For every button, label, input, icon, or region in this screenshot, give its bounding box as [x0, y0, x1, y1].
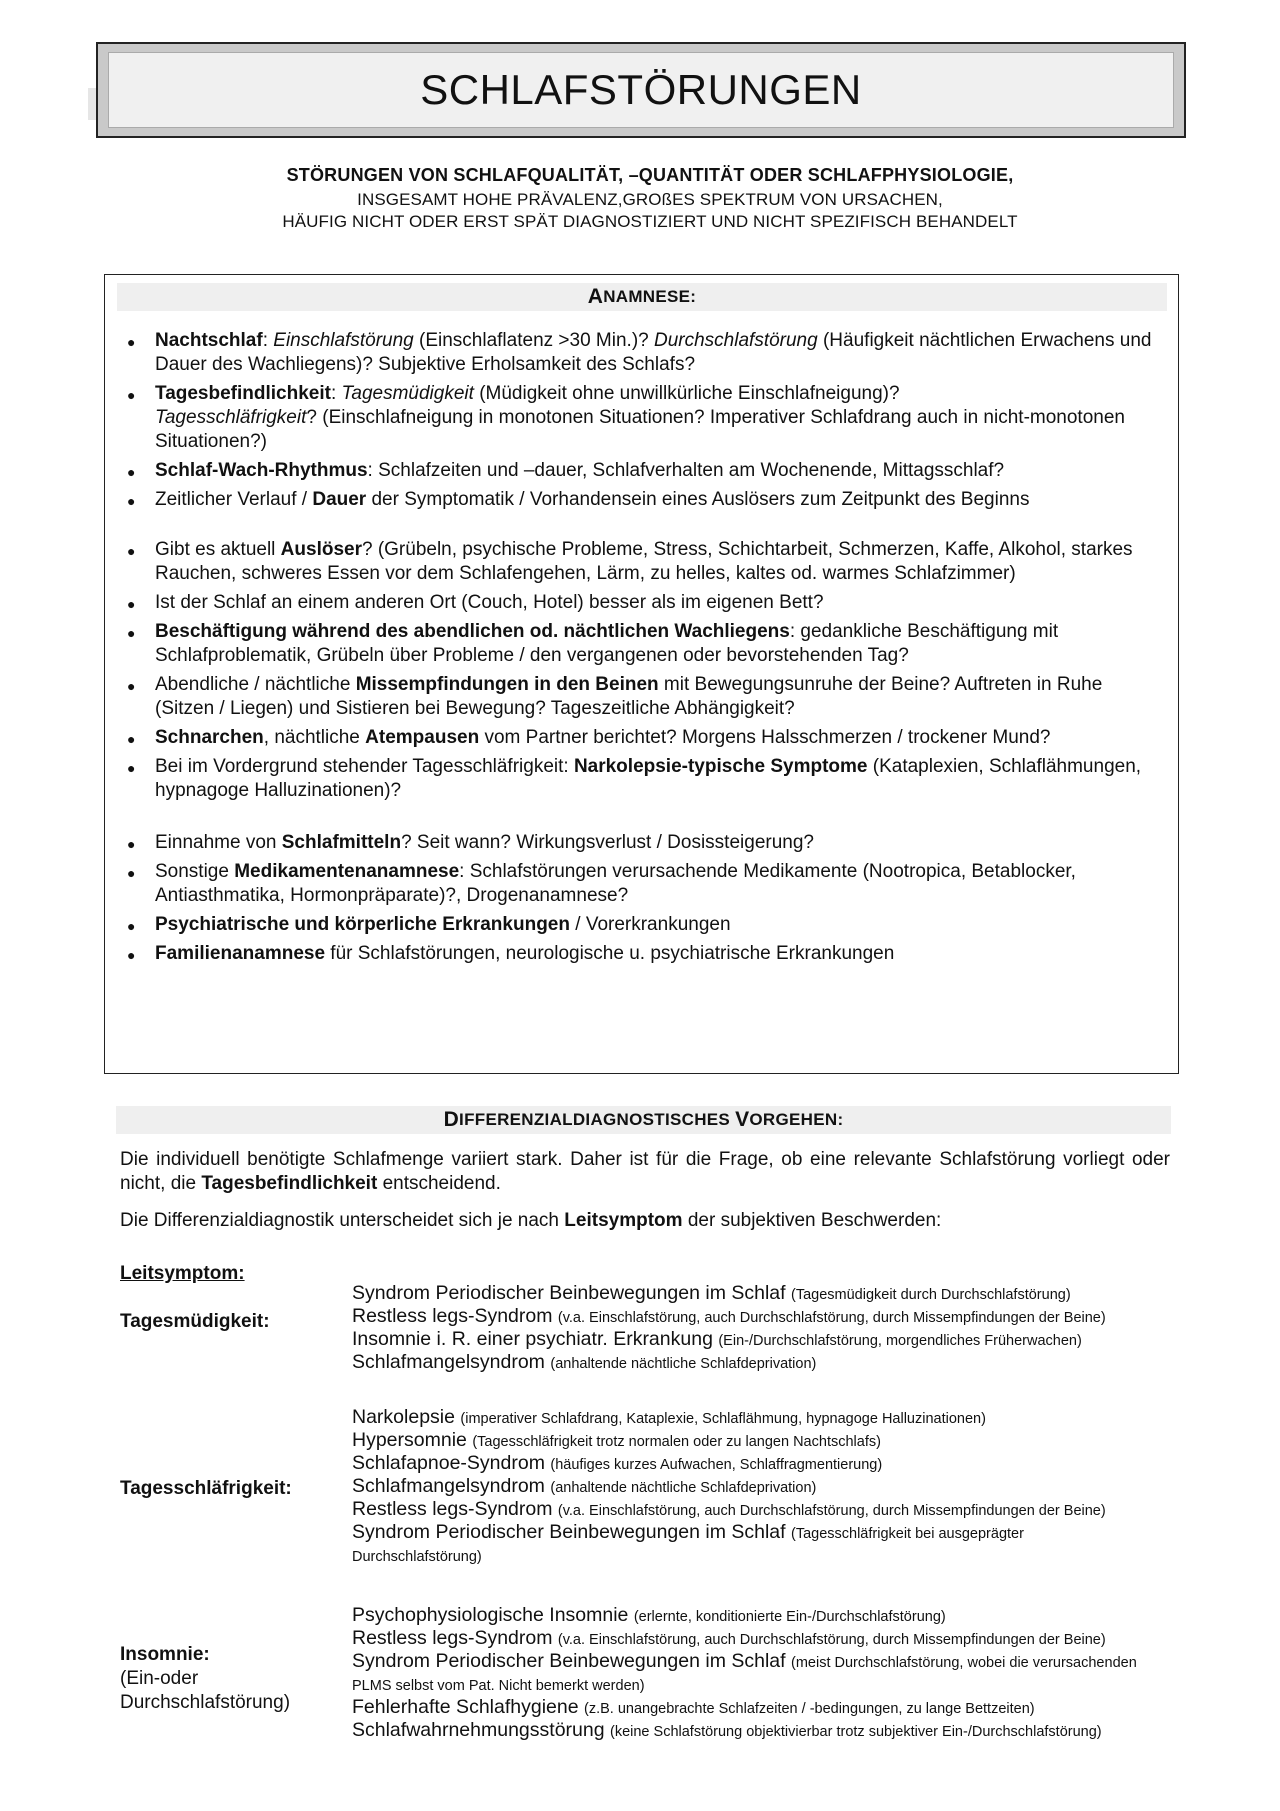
- group-list-insomnie: [352, 1604, 1252, 1742]
- diagnosis-name: Narkolepsie: [352, 1406, 455, 1428]
- diff-heading-cap: V: [735, 1108, 750, 1131]
- item-text: vom Partner berichtet? Morgens Halsschmerzen / trockener Mund?: [479, 727, 1051, 748]
- group-label-text: Insomnie:: [120, 1644, 210, 1665]
- bullet-icon: ●: [127, 678, 136, 694]
- item-text: (Häufigkeit nächtlichen Erwachens und Dauer des Wachliegens)? Subjektive Erholsamkeit des Schlafs?: [155, 330, 1152, 375]
- paragraph-bold: Tagesbefindlichkeit: [201, 1173, 378, 1194]
- group-label-insomnie: [120, 1643, 290, 1715]
- bullet-icon: ●: [127, 596, 136, 612]
- diff-paragraph-2: [120, 1209, 1170, 1233]
- diagnosis-note: (anhaltende nächtliche Schlafdeprivation): [550, 1480, 817, 1496]
- item-bold: Missempfindungen in den Beinen: [355, 674, 659, 695]
- anamnese-heading-cap: A: [587, 285, 604, 308]
- group-list-tagesmuedigkeit: [352, 1282, 1252, 1374]
- item-italic: Einschlafstörung: [273, 330, 414, 351]
- diagnosis-note: (meist Durchschlafstörung, wobei die verursachenden PLMS selbst vom Pat. Nicht bemerkt werden): [352, 1655, 1137, 1694]
- item-text: Ist der Schlaf an einem anderen Ort (Couch, Hotel) besser als im eigenen Bett?: [155, 592, 824, 613]
- item-text: (Müdigkeit ohne unwillkürliche Einschlafneigung)?: [473, 383, 900, 404]
- diagnosis-name: Psychophysiologische Insomnie: [352, 1604, 629, 1626]
- paragraph-bold: Leitsymptom: [564, 1210, 683, 1231]
- item-text: Zeitlicher Verlauf /: [155, 489, 313, 510]
- diagnosis-item: [352, 1627, 1252, 1650]
- item-italic: Tagesmüdigkeit: [341, 383, 474, 404]
- paragraph-text: Die individuell benötigte Schlafmenge variiert stark. Daher ist für die Frage, ob eine relevante Schlafstörung vorliegt oder nicht, die: [120, 1149, 1170, 1194]
- bullet-icon: ●: [127, 387, 136, 403]
- item-text: / Vorerkrankungen: [569, 914, 731, 935]
- diff-heading: [116, 1106, 1171, 1134]
- item-text: ? (Einschlafneigung in monotonen Situationen? Imperativer Schlafdrang auch in nicht-monotonen Situationen?): [155, 407, 1125, 452]
- list-item: [125, 382, 1160, 454]
- item-text: : gedankliche Beschäftigung mit Schlafproblematik, Grübeln über Probleme / den vergangenen oder bevorstehenden Tag?: [155, 621, 1059, 666]
- list-item: [125, 755, 1160, 803]
- diagnosis-note: (Tagesschläfrigkeit bei ausgeprägter Durchschlafstörung): [352, 1526, 1024, 1565]
- diagnosis-name: Fehlerhafte Schlafhygiene: [352, 1696, 579, 1718]
- diagnosis-name: Syndrom Periodischer Beinbewegungen im Schlaf: [352, 1650, 786, 1672]
- diagnosis-name: Schlafapnoe-Syndrom: [352, 1452, 545, 1474]
- bullet-icon: ●: [127, 334, 136, 350]
- item-text: Abendliche / nächtliche: [155, 674, 356, 695]
- item-text: (Kataplexien, Schlaflähmungen, hypnagoge Halluzinationen)?: [155, 756, 1142, 801]
- item-bold: Medikamentenanamnese: [234, 861, 460, 882]
- item-bold: Beschäftigung während des abendlichen od. nächtlichen Wachliegens: [155, 621, 790, 642]
- diagnosis-item: [352, 1521, 1112, 1567]
- diagnosis-item: [352, 1282, 1252, 1305]
- leitsymptom-label-text: Leitsymptom:: [120, 1263, 245, 1284]
- item-text: für Schlafstörungen, neurologische u. psychiatrische Erkrankungen: [325, 943, 895, 964]
- diagnosis-name: Schlafwahrnehmungsstörung: [352, 1719, 605, 1741]
- anamnese-heading-rest: NAMNESE:: [603, 287, 697, 306]
- diagnosis-item: [352, 1406, 1252, 1429]
- diagnosis-item: [352, 1328, 1252, 1351]
- list-item: [125, 860, 1160, 908]
- diagnosis-note: (imperativer Schlafdrang, Kataplexie, Schlaflähmung, hypnagoge Halluzinationen): [460, 1411, 986, 1427]
- intro-block: [150, 165, 1150, 233]
- list-item: [125, 538, 1160, 586]
- intro-line-1: STÖRUNGEN VON SCHLAFQUALITÄT, –QUANTITÄT ODER SCHLAFPHYSIOLOGIE,: [286, 165, 1014, 185]
- group-label-text: Tagesmüdigkeit:: [120, 1311, 270, 1332]
- item-bold: Narkolepsie-typische Symptome: [573, 756, 868, 777]
- anamnese-list: [125, 329, 1160, 971]
- bullet-icon: ●: [127, 543, 136, 559]
- paragraph-text: der subjektiven Beschwerden:: [682, 1210, 942, 1231]
- item-italic: Tagesschläfrigkeit: [155, 407, 307, 428]
- bullet-icon: ●: [127, 836, 136, 852]
- diagnosis-name: Syndrom Periodischer Beinbewegungen im Schlaf: [352, 1282, 786, 1304]
- diagnosis-item: [352, 1305, 1252, 1328]
- bullet-icon: ●: [127, 493, 136, 509]
- item-bold: Nachtschlaf: [155, 330, 263, 351]
- item-text: : Schlafstörungen verursachende Medikamente (Nootropica, Betablocker, Antiasthmatika, Hormonpräparate)?, Drogenanamnese?: [155, 861, 1076, 906]
- anamnese-box: [104, 274, 1179, 1074]
- group-label-sub: (Ein-oder: [120, 1668, 199, 1689]
- paragraph-text: entscheidend.: [377, 1173, 501, 1194]
- item-bold: Schlaf-Wach-Rhythmus: [155, 460, 368, 481]
- diagnosis-note: (anhaltende nächtliche Schlafdeprivation): [550, 1356, 817, 1372]
- page-title: SCHLAFSTÖRUNGEN: [420, 66, 862, 113]
- list-item: [125, 942, 1160, 966]
- list-item: [125, 329, 1160, 377]
- diagnosis-note: (Tagesschläfrigkeit trotz normalen oder zu langen Nachtschlafs): [472, 1434, 881, 1450]
- item-text: :: [330, 383, 342, 404]
- item-text: (Einschlaflatenz >30 Min.)?: [413, 330, 654, 351]
- diagnosis-name: Restless legs-Syndrom: [352, 1305, 553, 1327]
- item-bold: Familienanamnese: [155, 943, 326, 964]
- diagnosis-name: Restless legs-Syndrom: [352, 1627, 553, 1649]
- bullet-icon: ●: [127, 947, 136, 963]
- item-text: mit Bewegungsunruhe der Beine? Auftreten in Ruhe (Sitzen / Liegen) und Sistieren bei Bewegung? Tageszeitliche Abhängigkeit?: [155, 674, 1103, 719]
- diagnosis-name: Hypersomnie: [352, 1429, 467, 1451]
- bullet-icon: ●: [127, 865, 136, 881]
- diagnosis-note: (v.a. Einschlafstörung, auch Durchschlafstörung, durch Missempfindungen der Beine): [557, 1503, 1106, 1519]
- diagnosis-note: (z.B. unangebrachte Schlafzeiten / -bedingungen, zu lange Bettzeiten): [584, 1701, 1035, 1717]
- item-bold: Atempausen: [365, 727, 480, 748]
- list-item: [125, 591, 1160, 615]
- list-item: [125, 913, 1160, 937]
- diagnosis-name: Syndrom Periodischer Beinbewegungen im Schlaf: [352, 1521, 786, 1543]
- diagnosis-item: [352, 1351, 1252, 1374]
- diagnosis-name: Schlafmangelsyndrom: [352, 1475, 545, 1497]
- anamnese-heading: [117, 283, 1167, 311]
- item-text: ? (Grübeln, psychische Probleme, Stress, Schichtarbeit, Schmerzen, Kaffe, Alkohol, starkes Rauchen, schweres Essen vor dem Schlafengehen, Lärm, zu helles, kaltes od. warmes Schlafzimmer): [155, 539, 1133, 584]
- intro-line-2: INSGESAMT HOHE PRÄVALENZ,GROßES SPEKTRUM VON URSACHEN,: [357, 190, 943, 209]
- item-italic: Durchschlafstörung: [654, 330, 818, 351]
- diff-heading-cap: D: [443, 1108, 460, 1131]
- group-label-tagesschlaefrigkeit: [120, 1477, 292, 1501]
- paragraph-text: Die Differenzialdiagnostik unterscheidet sich je nach: [120, 1210, 565, 1231]
- diagnosis-item: [352, 1604, 1252, 1627]
- bullet-icon: ●: [127, 464, 136, 480]
- diagnosis-item: [352, 1696, 1252, 1719]
- group-list-tagesschlaefrigkeit: [352, 1406, 1252, 1567]
- item-text: : Schlafzeiten und –dauer, Schlafverhalten am Wochenende, Mittagsschlaf?: [367, 460, 1005, 481]
- title-box: [96, 42, 1186, 138]
- diagnosis-item: [352, 1475, 1252, 1498]
- list-item: [125, 673, 1160, 721]
- diagnosis-note: (erlernte, konditionierte Ein-/Durchschlafstörung): [633, 1609, 946, 1625]
- diff-heading-rest: IFFERENZIALDIAGNOSTISCHES: [459, 1110, 736, 1129]
- diagnosis-name: Restless legs-Syndrom: [352, 1498, 553, 1520]
- diagnosis-note: (häufiges kurzes Aufwachen, Schlaffragmentierung): [550, 1457, 883, 1473]
- bullet-icon: ●: [127, 760, 136, 776]
- item-text: Gibt es aktuell: [155, 539, 281, 560]
- diagnosis-note: (v.a. Einschlafstörung, auch Durchschlafstörung, durch Missempfindungen der Beine): [557, 1310, 1106, 1326]
- item-text: Bei im Vordergrund stehender Tagesschläfrigkeit:: [155, 756, 574, 777]
- diagnosis-item: [352, 1452, 1252, 1475]
- diff-heading-rest: ORGEHEN:: [749, 1110, 844, 1129]
- diagnosis-item: [352, 1498, 1252, 1521]
- diagnosis-note: (Ein-/Durchschlafstörung, morgendliches Früherwachen): [718, 1333, 1082, 1349]
- diagnosis-item: [352, 1429, 1252, 1452]
- item-text: der Symptomatik / Vorhandensein eines Auslösers zum Zeitpunkt des Beginns: [366, 489, 1030, 510]
- item-bold: Dauer: [312, 489, 367, 510]
- list-item: [125, 831, 1160, 855]
- diagnosis-note: (keine Schlafstörung objektivierbar trotz subjektiver Ein-/Durchschlafstörung): [610, 1724, 1102, 1740]
- list-item: [125, 459, 1160, 483]
- group-label-sub: Durchschlafstörung): [120, 1692, 291, 1713]
- diagnosis-item: [352, 1719, 1252, 1742]
- item-text: :: [262, 330, 274, 351]
- item-bold: Auslöser: [280, 539, 362, 560]
- group-label-tagesmuedigkeit: [120, 1310, 270, 1334]
- group-label-text: Tagesschläfrigkeit:: [120, 1478, 292, 1499]
- item-text: Einnahme von: [155, 832, 282, 853]
- item-text: Sonstige: [155, 861, 235, 882]
- leitsymptom-label: [120, 1262, 245, 1286]
- item-text: ? Seit wann? Wirkungsverlust / Dosissteigerung?: [401, 832, 814, 853]
- title-inner: [108, 52, 1174, 128]
- intro-line-3: HÄUFIG NICHT ODER ERST SPÄT DIAGNOSTIZIERT UND NICHT SPEZIFISCH BEHANDELT: [282, 212, 1018, 231]
- bullet-icon: ●: [127, 625, 136, 641]
- diff-paragraph-1: [120, 1148, 1170, 1196]
- item-bold: Schnarchen: [155, 727, 264, 748]
- diagnosis-note: (Tagesmüdigkeit durch Durchschlafstörung): [791, 1287, 1071, 1303]
- diagnosis-item: [352, 1650, 1152, 1696]
- bullet-icon: ●: [127, 918, 136, 934]
- item-bold: Schlafmitteln: [281, 832, 402, 853]
- diagnosis-name: Insomnie i. R. einer psychiatr. Erkrankung: [352, 1328, 713, 1350]
- list-item: [125, 726, 1160, 750]
- item-bold: Psychiatrische und körperliche Erkrankungen: [155, 914, 570, 935]
- bullet-icon: ●: [127, 731, 136, 747]
- diagnosis-name: Schlafmangelsyndrom: [352, 1351, 545, 1373]
- list-item: [125, 620, 1160, 668]
- item-bold: Tagesbefindlichkeit: [155, 383, 331, 404]
- list-item: [125, 488, 1160, 512]
- diagnosis-note: (v.a. Einschlafstörung, auch Durchschlafstörung, durch Missempfindungen der Beine): [557, 1632, 1106, 1648]
- item-text: , nächtliche: [263, 727, 366, 748]
